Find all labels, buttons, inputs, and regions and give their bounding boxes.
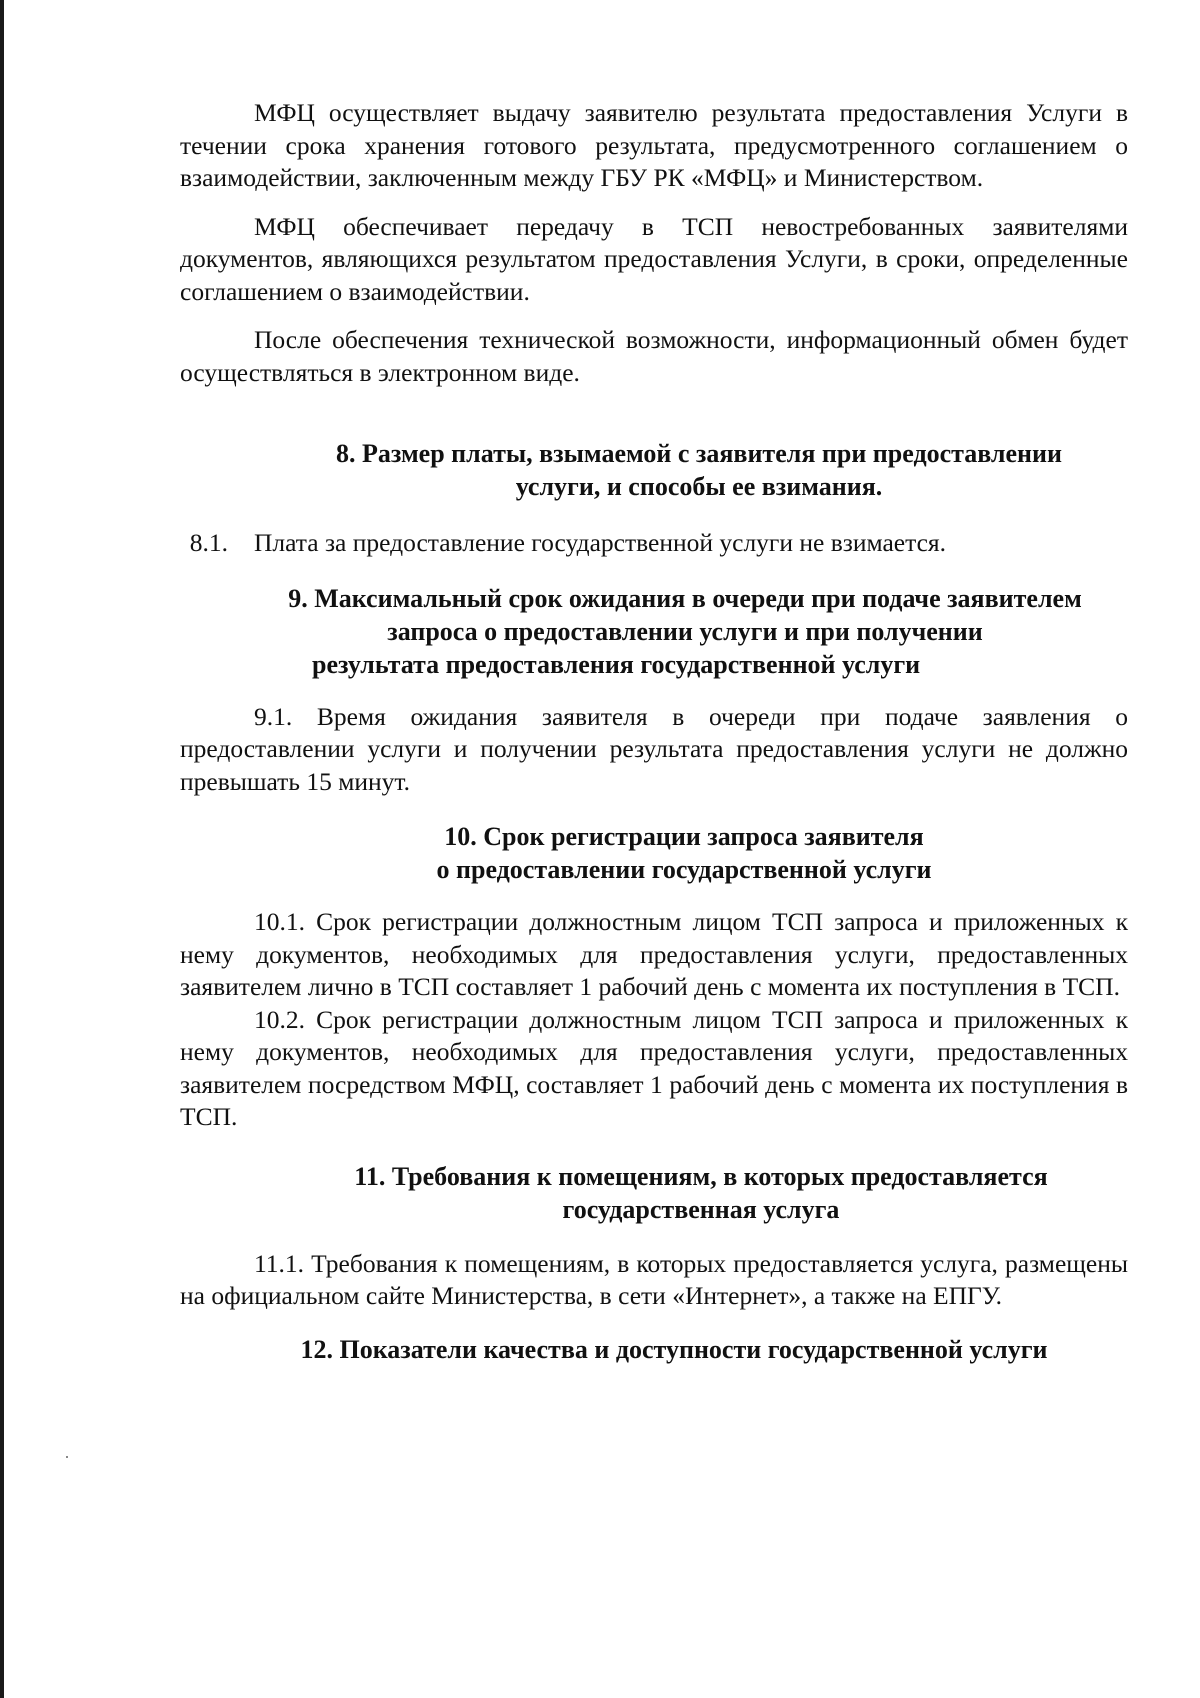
section-10	[180, 820, 1128, 1134]
section-8-heading-line-2: услуги, и способы ее взимания.	[515, 472, 883, 501]
section-8-heading	[180, 437, 1128, 503]
paragraph-mfc-transfer: МФЦ обеспечивает передачу в ТСП невостребованных заявителями документов, являющихся результатом предоставления Услуги, в сроки, определенные соглашением о взаимодействии.	[180, 211, 1128, 306]
section-8-heading-line-1: 8. Размер платы, взымаемой с заявителя при предоставлении	[336, 439, 1062, 468]
paragraph-mfc-issuance: МФЦ осуществляет выдачу заявителю результата предоставления Услуги в течении срока хранения готового результата, предусмотренного соглашением о взаимодействии, заключенным между ГБУ РК «МФЦ» и Министерством.	[180, 98, 1128, 192]
section-9-item-1: 9.1. Время ожидания заявителя в очереди при подаче заявления о предоставлении услуги и получении результата предоставления услуги не должно превышать 15 минут.	[180, 701, 1128, 796]
section-10-heading-line-1: 10. Срок регистрации запроса заявителя	[444, 822, 924, 851]
document-body	[180, 97, 1128, 1366]
section-10-heading	[180, 820, 1128, 886]
scan-left-edge	[0, 0, 4, 1698]
section-11-item-1: 11.1. Требования к помещениям, в которых предоставляется услуга, размещены на официальном сайте Министерства, в сети «Интернет», а также на ЕПГУ.	[180, 1248, 1128, 1310]
section-11-heading-line-2: государственная услуга	[562, 1194, 840, 1224]
section-11	[180, 1160, 1128, 1313]
section-9-heading-line-3: результата предоставления государственной услуги	[312, 649, 921, 679]
section-10-heading-line-2: о предоставлении государственной услуги	[436, 855, 932, 884]
section-8-item-1	[180, 527, 1128, 560]
section-9	[180, 582, 1128, 799]
section-9-heading	[180, 582, 1128, 681]
scan-speck	[66, 1456, 68, 1458]
section-12-heading: 12. Показатели качества и доступности государственной услуги	[300, 1334, 1048, 1364]
section-8-item-1-text: Плата за предоставление государственной услуги не взимается.	[254, 528, 946, 557]
section-10-item-1: 10.1. Срок регистрации должностным лицом ТСП запроса и приложенных к нему документов, необходимых для предоставления услуги, предоставленных заявителем лично в ТСП составляет 1 рабочий день с момента их поступления в ТСП.	[180, 907, 1128, 1001]
section-11-heading-line-1: 11. Требования к помещениям, в которых предоставляется	[354, 1161, 1048, 1191]
section-9-heading-line-1: 9. Максимальный срок ожидания в очереди при подаче заявителем	[288, 583, 1082, 613]
section-10-item-2: 10.2. Срок регистрации должностным лицом ТСП запроса и приложенных к нему документов, необходимых для предоставления услуги, предоставленных заявителем посредством МФЦ, составляет 1 рабочий день с момента их поступления в ТСП.	[180, 1004, 1128, 1131]
section-11-heading	[180, 1160, 1128, 1226]
section-8-item-1-number: 8.1.	[189, 528, 228, 557]
section-9-heading-line-2: запроса о предоставлении услуги и при получении	[387, 616, 983, 646]
section-12	[180, 1333, 1128, 1366]
paragraph-electronic-exchange: После обеспечения технической возможности, информационный обмен будет осуществляться в электронном виде.	[180, 325, 1128, 387]
section-8	[180, 437, 1128, 560]
